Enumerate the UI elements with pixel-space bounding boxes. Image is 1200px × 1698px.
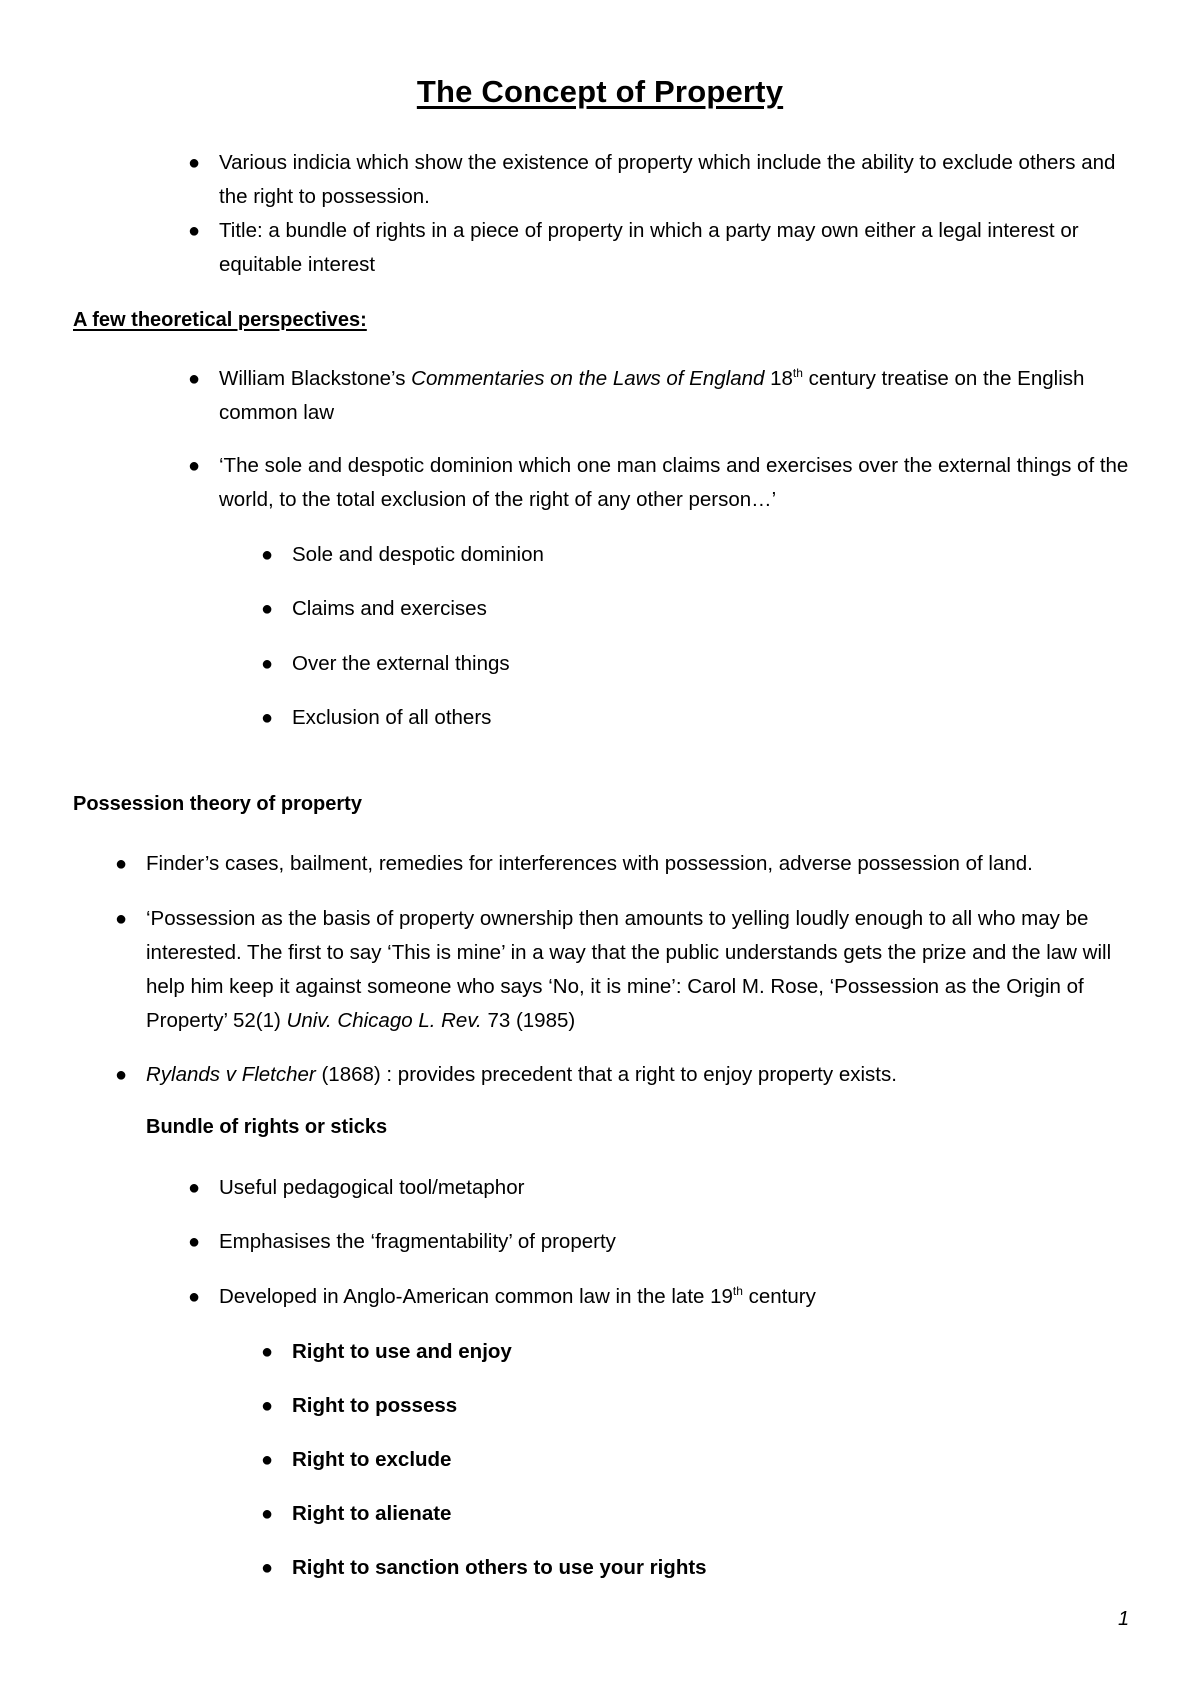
sub-list-item bbox=[260, 1335, 1152, 1369]
sub-list-item bbox=[260, 1551, 1152, 1585]
developed-pre: Developed in Anglo-American common law in the late 19 bbox=[219, 1285, 733, 1308]
list-item bbox=[114, 902, 1136, 1038]
sub-list-item-text: Over the external things bbox=[292, 652, 510, 675]
bullet-icon: ● bbox=[260, 1341, 274, 1363]
sub-list-item bbox=[260, 592, 1152, 626]
bullet-icon: ● bbox=[114, 908, 128, 930]
bullet-icon: ● bbox=[260, 653, 274, 675]
developed-post: century bbox=[742, 1285, 816, 1308]
bullet-icon: ● bbox=[114, 1064, 128, 1086]
list-item bbox=[187, 1171, 1149, 1205]
blackstone-pre: William Blackstone’s bbox=[219, 367, 412, 390]
sub-list-item bbox=[260, 701, 1152, 735]
list-item-text: Finder’s cases, bailment, remedies for interferences with possession, adverse possession of land. bbox=[146, 852, 1033, 875]
page-number: 1 bbox=[1118, 1608, 1130, 1630]
blackstone-mid: 18 bbox=[764, 367, 793, 390]
case-name: Rylands v Fletcher bbox=[146, 1063, 316, 1086]
right-label: Right to exclude bbox=[292, 1448, 452, 1471]
bullet-icon: ● bbox=[187, 455, 201, 477]
bullet-icon: ● bbox=[187, 368, 201, 390]
blackstone-quote: ‘The sole and despotic dominion which one man claims and exercises over the external things of the world, to the total exclusion of the right of any other person…’ bbox=[219, 454, 1129, 511]
list-item bbox=[187, 146, 1149, 214]
bullet-icon: ● bbox=[260, 1503, 274, 1525]
list-item-text: Emphasises the ‘fragmentability’ of property bbox=[219, 1230, 616, 1253]
citation-tail: 73 (1985) bbox=[481, 1009, 576, 1032]
list-item bbox=[187, 449, 1149, 517]
bullet-icon: ● bbox=[187, 1231, 201, 1253]
bullet-icon: ● bbox=[260, 1449, 274, 1471]
bullet-icon: ● bbox=[260, 544, 274, 566]
right-label: Right to sanction others to use your rights bbox=[292, 1556, 707, 1579]
sub-list-item bbox=[260, 538, 1152, 572]
bullet-icon: ● bbox=[187, 1286, 201, 1308]
bullet-icon: ● bbox=[114, 853, 128, 875]
sub-list-item bbox=[260, 1443, 1152, 1477]
journal-title: Univ. Chicago L. Rev. bbox=[286, 1009, 482, 1032]
bullet-icon: ● bbox=[187, 220, 201, 242]
bullet-icon: ● bbox=[260, 598, 274, 620]
list-item bbox=[114, 1058, 1136, 1092]
bullet-icon: ● bbox=[260, 1395, 274, 1417]
right-label: Right to alienate bbox=[292, 1502, 452, 1525]
ordinal-suffix: th bbox=[732, 1284, 743, 1299]
section-heading: A few theoretical perspectives: bbox=[73, 309, 367, 331]
bullet-icon: ● bbox=[260, 707, 274, 729]
sub-list-item bbox=[260, 1389, 1152, 1423]
sub-list-item-text: Exclusion of all others bbox=[292, 706, 492, 729]
rose-quote-text: ‘Possession as the basis of property ownership then amounts to yelling loudly enough to all who may be interested. The first to say ‘This is mine’ in a way that the public understands gets the prize and the law will help him keep it against someone who says ‘No, it is mine’: Carol M. Rose, ‘Possession as the Origin of Property’ 52(1) bbox=[146, 907, 1112, 1032]
sub-list-item-text: Sole and despotic dominion bbox=[292, 543, 544, 566]
list-item bbox=[114, 847, 1136, 881]
list-item bbox=[187, 362, 1149, 430]
list-item-text: Title: a bundle of rights in a piece of property in which a party may own either a legal interest or equitable interest bbox=[219, 219, 1079, 276]
bullet-icon: ● bbox=[260, 1557, 274, 1579]
right-label: Right to possess bbox=[292, 1394, 458, 1417]
blackstone-title: Commentaries on the Laws of England bbox=[411, 367, 765, 390]
ordinal-suffix: th bbox=[792, 366, 803, 381]
list-item bbox=[187, 1225, 1149, 1259]
case-description: (1868) : provides precedent that a right to enjoy property exists. bbox=[315, 1063, 897, 1086]
list-item-text: Useful pedagogical tool/metaphor bbox=[219, 1176, 525, 1199]
bullet-icon: ● bbox=[187, 1177, 201, 1199]
sub-list-item bbox=[260, 647, 1152, 681]
sub-list-item bbox=[260, 1497, 1152, 1531]
section-heading: Bundle of rights or sticks bbox=[146, 1116, 388, 1138]
list-item-text: Various indicia which show the existence of property which include the ability to exclude others and the right to possession. bbox=[219, 151, 1116, 208]
bullet-icon: ● bbox=[187, 152, 201, 174]
page-title: The Concept of Property bbox=[416, 74, 784, 109]
sub-list-item-text: Claims and exercises bbox=[292, 597, 487, 620]
list-item bbox=[187, 1280, 1149, 1314]
blackstone-post: century treatise on the English common law bbox=[219, 367, 1085, 424]
list-item bbox=[187, 214, 1149, 282]
right-label: Right to use and enjoy bbox=[292, 1340, 512, 1363]
section-heading: Possession theory of property bbox=[73, 793, 362, 815]
